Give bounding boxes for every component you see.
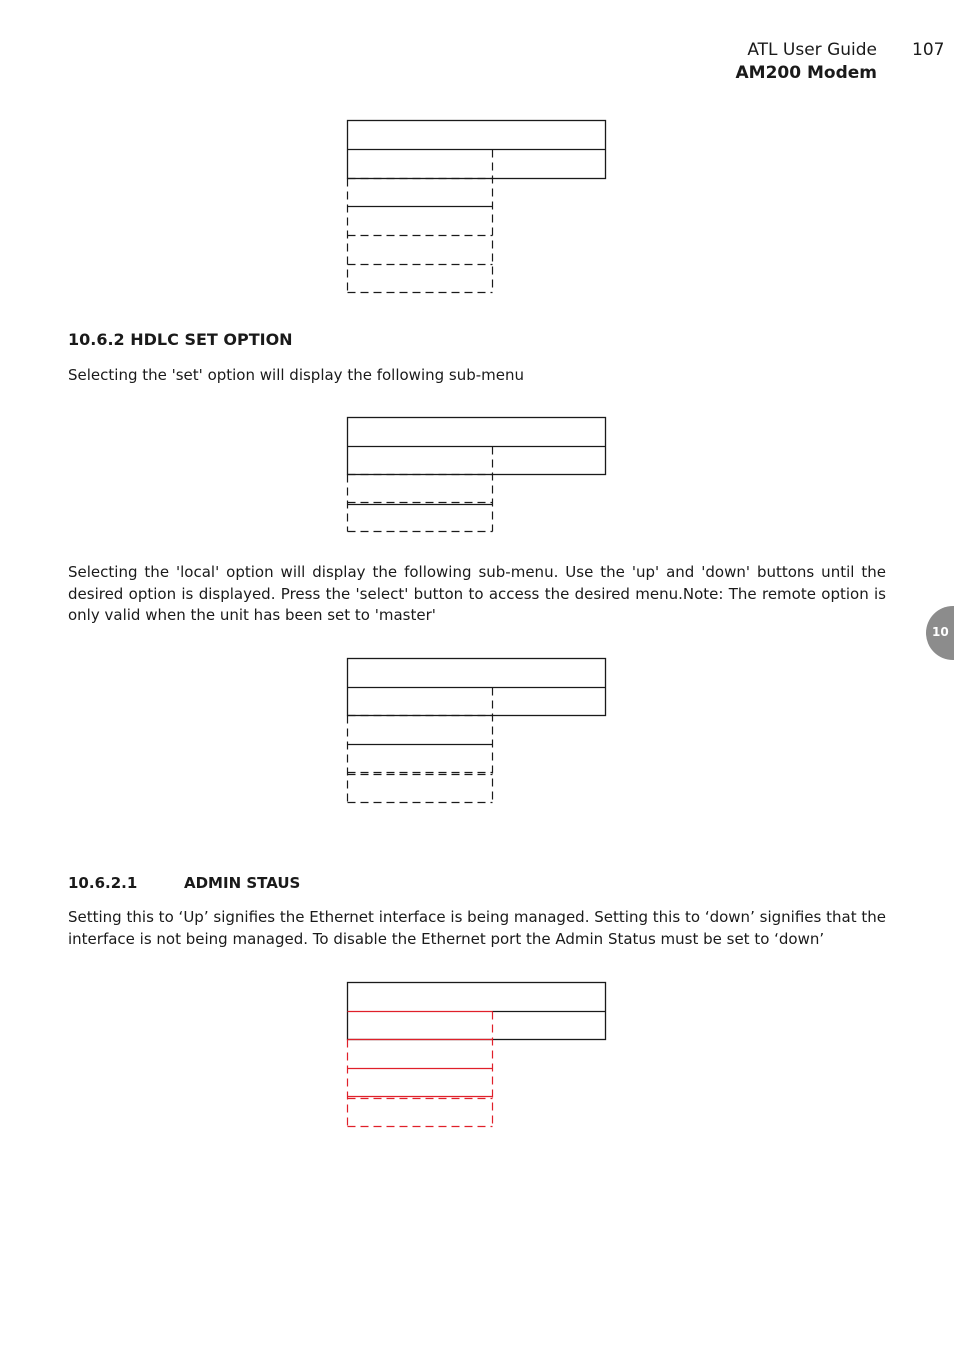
menu-diagram-2 bbox=[340, 411, 612, 539]
running-header-model: AM200 Modem bbox=[735, 63, 877, 83]
section-heading-admin-status bbox=[68, 873, 300, 893]
section-number: 10.6.2.1 bbox=[68, 874, 138, 892]
paragraph-admin-status: Setting this to ‘Up’ signifies the Ethernet interface is being managed. Setting this to ‘down’ signifies that the interface is not being managed. To disable the Ethernet port the Admin Status must be set to ‘down’ bbox=[68, 908, 886, 948]
menu-diagram-3 bbox=[340, 652, 612, 810]
menu-diagram-4 bbox=[340, 976, 612, 1134]
chapter-tab-label: 10 bbox=[932, 625, 949, 639]
section-title: ADMIN STAUS bbox=[184, 874, 301, 892]
chapter-tab bbox=[926, 606, 954, 660]
page-number: 107 bbox=[912, 40, 945, 60]
running-header-guide-title: ATL User Guide bbox=[747, 40, 877, 60]
menu-diagram-1 bbox=[340, 114, 612, 300]
section-heading-hdlc-set: 10.6.2 HDLC SET OPTION bbox=[68, 330, 293, 349]
paragraph-set-intro: Selecting the 'set' option will display the following sub-menu bbox=[68, 366, 525, 384]
paragraph-local-option: Selecting the 'local' option will display the following sub-menu. Use the 'up' and 'down' buttons until the desired option is displayed. Press the 'select' button to access the desired menu.Note: The remote option is only valid when the unit has been set to 'master' bbox=[68, 563, 886, 624]
